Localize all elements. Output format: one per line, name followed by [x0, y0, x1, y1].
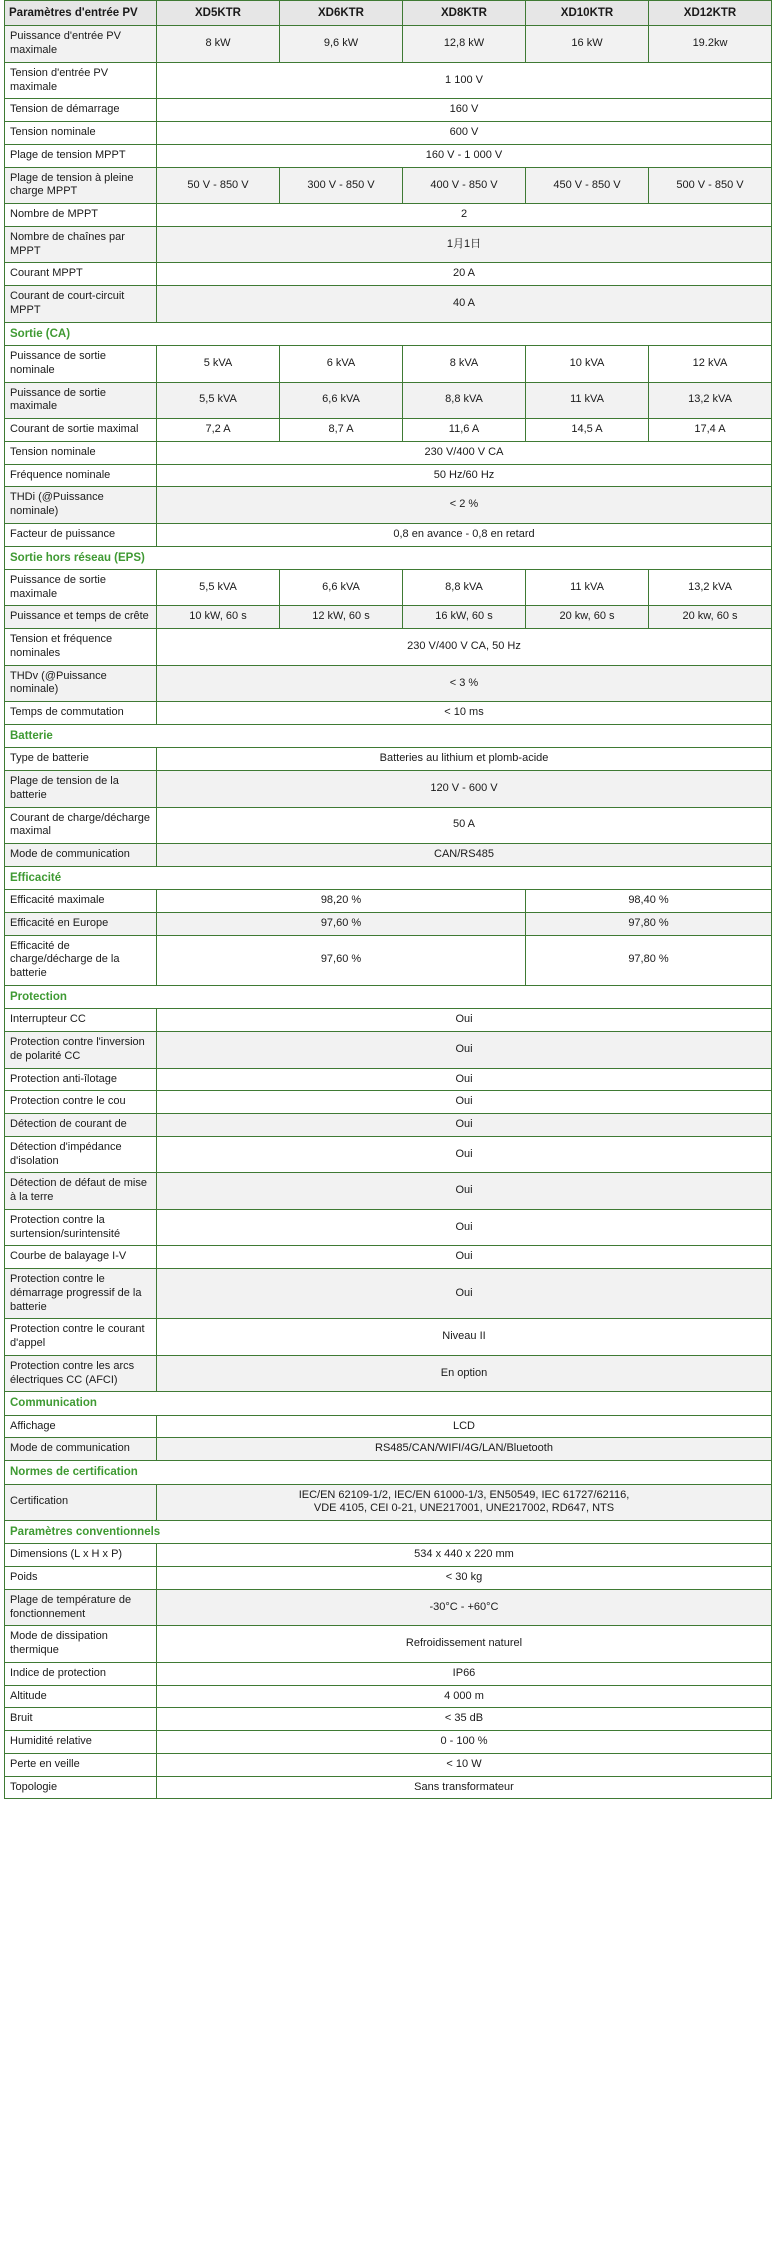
table-row	[5, 99, 772, 122]
table-row	[5, 144, 772, 167]
row-value: Oui	[157, 1114, 772, 1137]
table-header-row	[5, 1, 772, 26]
row-value: 50 V - 850 V	[157, 167, 280, 204]
row-value: 450 V - 850 V	[526, 167, 649, 204]
row-label: Bruit	[5, 1708, 157, 1731]
row-label: Interrupteur CC	[5, 1009, 157, 1032]
row-value: LCD	[157, 1415, 772, 1438]
row-value: 16 kW, 60 s	[403, 606, 526, 629]
row-value: 40 A	[157, 286, 772, 323]
row-label: Plage de température de fonctionnement	[5, 1589, 157, 1626]
row-value: RS485/CAN/WIFI/4G/LAN/Bluetooth	[157, 1438, 772, 1461]
row-value: 14,5 A	[526, 419, 649, 442]
row-value: 12 kW, 60 s	[280, 606, 403, 629]
row-label: Perte en veille	[5, 1753, 157, 1776]
row-value: 8 kVA	[403, 346, 526, 383]
table-row	[5, 629, 772, 666]
row-value: 11 kVA	[526, 382, 649, 419]
row-label: Efficacité de charge/décharge de la batterie	[5, 935, 157, 985]
section-title: Paramètres conventionnels	[5, 1521, 772, 1544]
table-row	[5, 1246, 772, 1269]
row-value: 97,60 %	[157, 935, 526, 985]
row-label: Courant de sortie maximal	[5, 419, 157, 442]
table-row	[5, 912, 772, 935]
row-value: < 3 %	[157, 665, 772, 702]
row-label: Puissance de sortie maximale	[5, 569, 157, 606]
row-value: < 10 W	[157, 1753, 772, 1776]
row-label: Protection contre le cou	[5, 1091, 157, 1114]
row-label: Temps de commutation	[5, 702, 157, 725]
row-value: 97,80 %	[526, 912, 772, 935]
table-row	[5, 890, 772, 913]
row-label: Détection de courant de	[5, 1114, 157, 1137]
row-value: IP66	[157, 1662, 772, 1685]
section-title: Normes de certification	[5, 1461, 772, 1484]
table-row	[5, 487, 772, 524]
section-title: Sortie hors réseau (EPS)	[5, 546, 772, 569]
row-value: 12,8 kW	[403, 26, 526, 63]
table-row	[5, 226, 772, 263]
section-title: Communication	[5, 1392, 772, 1415]
model-header: XD10KTR	[526, 1, 649, 26]
section-header-row	[5, 1392, 772, 1415]
row-label: Protection contre les arcs électriques CC (AFCI)	[5, 1355, 157, 1392]
table-row	[5, 464, 772, 487]
row-value: 500 V - 850 V	[649, 167, 772, 204]
row-value: < 2 %	[157, 487, 772, 524]
row-value: Oui	[157, 1269, 772, 1319]
row-label: Fréquence nominale	[5, 464, 157, 487]
row-label: THDi (@Puissance nominale)	[5, 487, 157, 524]
row-value: 20 A	[157, 263, 772, 286]
table-row	[5, 771, 772, 808]
table-row	[5, 419, 772, 442]
row-value: Refroidissement naturel	[157, 1626, 772, 1663]
row-value: 6,6 kVA	[280, 382, 403, 419]
table-row	[5, 1484, 772, 1521]
row-label: Courant de court-circuit MPPT	[5, 286, 157, 323]
row-value: Oui	[157, 1173, 772, 1210]
row-value: Oui	[157, 1068, 772, 1091]
row-value: 13,2 kVA	[649, 569, 772, 606]
table-row	[5, 1415, 772, 1438]
row-value: 230 V/400 V CA	[157, 441, 772, 464]
section-header-row	[5, 724, 772, 747]
section-header-row	[5, 1521, 772, 1544]
row-label: Courbe de balayage I-V	[5, 1246, 157, 1269]
row-label: Topologie	[5, 1776, 157, 1799]
section-header-row	[5, 866, 772, 889]
row-value: 230 V/400 V CA, 50 Hz	[157, 629, 772, 666]
row-value: 12 kVA	[649, 346, 772, 383]
table-row	[5, 1567, 772, 1590]
row-value: 8,7 A	[280, 419, 403, 442]
row-value: 7,2 A	[157, 419, 280, 442]
row-label: Poids	[5, 1567, 157, 1590]
table-row	[5, 569, 772, 606]
row-value: 20 kw, 60 s	[526, 606, 649, 629]
row-value: 5,5 kVA	[157, 569, 280, 606]
model-header: XD12KTR	[649, 1, 772, 26]
row-value: 9,6 kW	[280, 26, 403, 63]
row-value: 5,5 kVA	[157, 382, 280, 419]
table-row	[5, 1114, 772, 1137]
row-value: 19.2kw	[649, 26, 772, 63]
row-label: Indice de protection	[5, 1662, 157, 1685]
row-label: Facteur de puissance	[5, 523, 157, 546]
row-value: 2	[157, 204, 772, 227]
row-label: Mode de communication	[5, 1438, 157, 1461]
table-row	[5, 286, 772, 323]
row-label: Certification	[5, 1484, 157, 1521]
row-value: En option	[157, 1355, 772, 1392]
row-label: Mode de communication	[5, 844, 157, 867]
row-label: Détection d'impédance d'isolation	[5, 1136, 157, 1173]
row-value: 97,60 %	[157, 912, 526, 935]
row-value: 300 V - 850 V	[280, 167, 403, 204]
table-row	[5, 62, 772, 99]
row-value: 600 V	[157, 122, 772, 145]
row-value: 160 V	[157, 99, 772, 122]
table-row	[5, 1708, 772, 1731]
row-value: Oui	[157, 1009, 772, 1032]
row-value: 10 kVA	[526, 346, 649, 383]
row-value: 10 kW, 60 s	[157, 606, 280, 629]
row-value: Oui	[157, 1136, 772, 1173]
row-value: -30°C - +60°C	[157, 1589, 772, 1626]
table-row	[5, 1032, 772, 1069]
row-value: 11,6 A	[403, 419, 526, 442]
row-value: 17,4 A	[649, 419, 772, 442]
row-label: Humidité relative	[5, 1731, 157, 1754]
row-value: Oui	[157, 1246, 772, 1269]
row-value: Oui	[157, 1091, 772, 1114]
table-row	[5, 346, 772, 383]
row-value: Oui	[157, 1032, 772, 1069]
model-header: XD8KTR	[403, 1, 526, 26]
row-value: 6,6 kVA	[280, 569, 403, 606]
row-value: Batteries au lithium et plomb-acide	[157, 748, 772, 771]
row-value: Niveau II	[157, 1319, 772, 1356]
table-row	[5, 167, 772, 204]
row-value: 8,8 kVA	[403, 382, 526, 419]
row-label: Mode de dissipation thermique	[5, 1626, 157, 1663]
table-row	[5, 702, 772, 725]
row-label: Puissance d'entrée PV maximale	[5, 26, 157, 63]
table-row	[5, 1209, 772, 1246]
table-row	[5, 122, 772, 145]
table-row	[5, 606, 772, 629]
row-value: 98,20 %	[157, 890, 526, 913]
section-title: Sortie (CA)	[5, 322, 772, 345]
table-row	[5, 263, 772, 286]
row-value: 120 V - 600 V	[157, 771, 772, 808]
model-header: XD6KTR	[280, 1, 403, 26]
row-label: Plage de tension à pleine charge MPPT	[5, 167, 157, 204]
row-label: Protection contre la surtension/surintensité	[5, 1209, 157, 1246]
row-label: Affichage	[5, 1415, 157, 1438]
row-label: Courant MPPT	[5, 263, 157, 286]
table-row	[5, 382, 772, 419]
table-row	[5, 441, 772, 464]
row-label: Dimensions (L x H x P)	[5, 1544, 157, 1567]
row-value: Oui	[157, 1209, 772, 1246]
row-label: Plage de tension MPPT	[5, 144, 157, 167]
row-label: THDv (@Puissance nominale)	[5, 665, 157, 702]
row-value: CAN/RS485	[157, 844, 772, 867]
table-row	[5, 665, 772, 702]
table-row	[5, 1136, 772, 1173]
row-value: 50 A	[157, 807, 772, 844]
row-value: 6 kVA	[280, 346, 403, 383]
table-row	[5, 1091, 772, 1114]
specifications-table	[4, 0, 772, 1799]
row-value: 5 kVA	[157, 346, 280, 383]
row-value: 11 kVA	[526, 569, 649, 606]
section-header-row	[5, 985, 772, 1008]
section-header-row	[5, 1461, 772, 1484]
row-value: 160 V - 1 000 V	[157, 144, 772, 167]
table-row	[5, 204, 772, 227]
row-value: 8 kW	[157, 26, 280, 63]
row-value: 8,8 kVA	[403, 569, 526, 606]
row-label: Tension de démarrage	[5, 99, 157, 122]
table-row	[5, 1731, 772, 1754]
table-row	[5, 1009, 772, 1032]
table-row	[5, 26, 772, 63]
row-label: Puissance et temps de crête	[5, 606, 157, 629]
row-value: 20 kw, 60 s	[649, 606, 772, 629]
row-label: Altitude	[5, 1685, 157, 1708]
row-label: Efficacité maximale	[5, 890, 157, 913]
row-value: < 30 kg	[157, 1567, 772, 1590]
table-row	[5, 1319, 772, 1356]
row-label: Protection contre le courant d'appel	[5, 1319, 157, 1356]
table-row	[5, 1068, 772, 1091]
row-label: Nombre de chaînes par MPPT	[5, 226, 157, 263]
row-value: 4 000 m	[157, 1685, 772, 1708]
row-value: < 10 ms	[157, 702, 772, 725]
section-title: Protection	[5, 985, 772, 1008]
row-value: 97,80 %	[526, 935, 772, 985]
row-value: 400 V - 850 V	[403, 167, 526, 204]
row-label: Tension nominale	[5, 122, 157, 145]
row-value: 0,8 en avance - 0,8 en retard	[157, 523, 772, 546]
row-value: 534 x 440 x 220 mm	[157, 1544, 772, 1567]
table-row	[5, 1662, 772, 1685]
table-row	[5, 1269, 772, 1319]
table-row	[5, 1173, 772, 1210]
row-value: 98,40 %	[526, 890, 772, 913]
row-label: Protection contre le démarrage progressif de la batterie	[5, 1269, 157, 1319]
row-value: 1 100 V	[157, 62, 772, 99]
row-value: 0 - 100 %	[157, 1731, 772, 1754]
row-value: < 35 dB	[157, 1708, 772, 1731]
row-label: Plage de tension de la batterie	[5, 771, 157, 808]
row-value: 16 kW	[526, 26, 649, 63]
section-title: Paramètres d'entrée PV	[5, 1, 157, 26]
row-value: 1月1日	[157, 226, 772, 263]
row-label: Tension et fréquence nominales	[5, 629, 157, 666]
row-label: Puissance de sortie maximale	[5, 382, 157, 419]
row-label: Puissance de sortie nominale	[5, 346, 157, 383]
model-header: XD5KTR	[157, 1, 280, 26]
table-row	[5, 1776, 772, 1799]
row-value: 13,2 kVA	[649, 382, 772, 419]
row-label: Tension nominale	[5, 441, 157, 464]
section-header-row	[5, 546, 772, 569]
table-row	[5, 844, 772, 867]
section-title: Efficacité	[5, 866, 772, 889]
table-row	[5, 935, 772, 985]
table-row	[5, 1753, 772, 1776]
row-label: Type de batterie	[5, 748, 157, 771]
table-row	[5, 1544, 772, 1567]
row-value: 50 Hz/60 Hz	[157, 464, 772, 487]
row-label: Tension d'entrée PV maximale	[5, 62, 157, 99]
row-label: Protection contre l'inversion de polarité CC	[5, 1032, 157, 1069]
table-row	[5, 1355, 772, 1392]
table-row	[5, 1685, 772, 1708]
table-row	[5, 807, 772, 844]
row-label: Courant de charge/décharge maximal	[5, 807, 157, 844]
row-label: Efficacité en Europe	[5, 912, 157, 935]
table-row	[5, 1438, 772, 1461]
table-row	[5, 523, 772, 546]
row-label: Nombre de MPPT	[5, 204, 157, 227]
table-row	[5, 748, 772, 771]
row-label: Protection anti-îlotage	[5, 1068, 157, 1091]
row-value: IEC/EN 62109-1/2, IEC/EN 61000-1/3, EN50549, IEC 61727/62116, VDE 4105, CEI 0-21, UNE217001, UNE217002, RD647, NTS	[157, 1484, 772, 1521]
table-row	[5, 1589, 772, 1626]
row-value: Sans transformateur	[157, 1776, 772, 1799]
section-header-row	[5, 322, 772, 345]
row-label: Détection de défaut de mise à la terre	[5, 1173, 157, 1210]
table-row	[5, 1626, 772, 1663]
section-title: Batterie	[5, 724, 772, 747]
